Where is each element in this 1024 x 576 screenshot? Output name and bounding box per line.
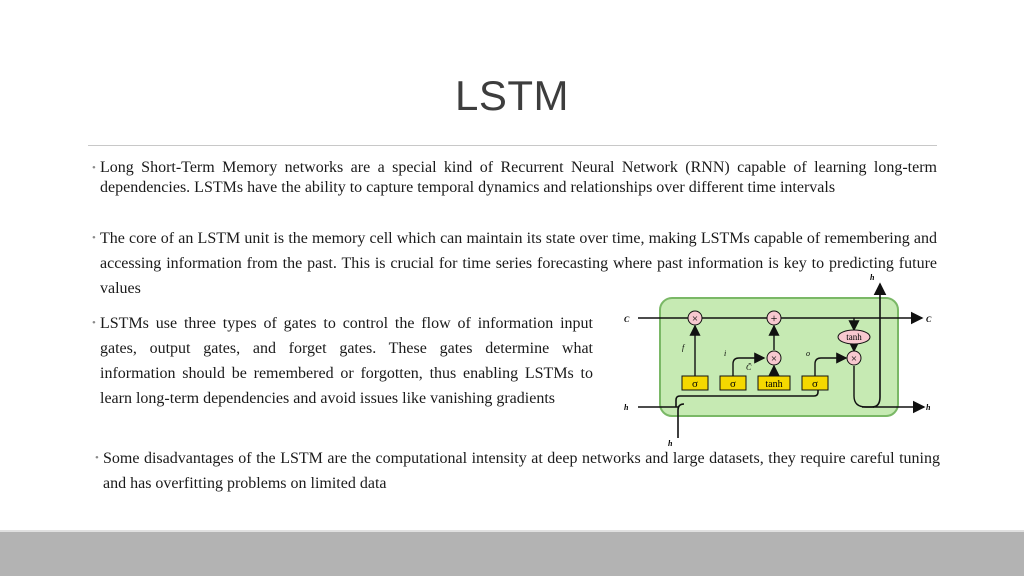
op-output-multiply: [847, 351, 861, 365]
op-add: [767, 311, 781, 325]
bullet-item: [92, 158, 937, 198]
bullet-marker: •: [95, 452, 99, 464]
bullet-text: The core of an LSTM unit is the memory cell which can maintain its state over time, making LSTMs capable of remembering and accessing information from the past. This is crucial for time series forecasting where past information is key to predicting future values: [100, 230, 937, 297]
svg-text:σ: σ: [812, 378, 818, 390]
svg-text:×: ×: [691, 313, 699, 325]
svg-text:×: ×: [850, 353, 858, 365]
label-o: o: [806, 349, 810, 358]
op-forget-multiply: [688, 311, 702, 325]
svg-text:tanh: tanh: [846, 332, 862, 342]
bullet-text: LSTMs use three types of gates to control the flow of information input gates, output gates, and forget gates. These gates determine what information should be remembered or forgotten, thus enabling LSTMs to learn long-term dependencies and avoid issues like vanishing gradients: [100, 315, 593, 407]
label-c-tilde: C̃: [746, 363, 752, 372]
label-c-prev: C: [624, 315, 630, 324]
op-input-multiply: [767, 351, 781, 365]
svg-text:+: +: [770, 311, 778, 325]
gate-candidate: [758, 376, 790, 390]
svg-text:tanh: tanh: [765, 379, 783, 390]
label-x-in: h: [668, 439, 673, 448]
bullet-item: [95, 446, 940, 496]
slide-title: LSTM: [454, 72, 569, 119]
gate-input: [720, 376, 746, 390]
gate-forget: [682, 376, 708, 390]
label-f: f: [682, 343, 685, 352]
label-h-prev: h: [624, 403, 629, 412]
bullet-text: Long Short-Term Memory networks are a special kind of Recurrent Neural Network (RNN) capable of learning long-term dependencies. LSTMs have the ability to capture temporal dynamics and relationships over different time intervals: [100, 159, 937, 196]
bullet-marker: •: [92, 232, 96, 244]
label-h-out: h: [870, 273, 875, 282]
op-tanh: [838, 330, 870, 344]
title-divider: [88, 145, 937, 146]
gate-output: [802, 376, 828, 390]
svg-text:σ: σ: [692, 378, 698, 390]
label-h-next: h: [926, 403, 931, 412]
label-c-next: C: [926, 315, 932, 324]
bullet-text: Some disadvantages of the LSTM are the computational intensity at deep networks and large datasets, they require careful tuning and has overfitting problems on limited data: [103, 450, 940, 492]
bullet-item: [92, 311, 593, 411]
lstm-cell-diagram: [618, 270, 948, 450]
svg-text:×: ×: [770, 353, 778, 365]
footer-band: [0, 532, 1024, 576]
label-i: i: [724, 349, 727, 358]
svg-text:σ: σ: [730, 378, 736, 390]
bullet-marker: •: [92, 317, 96, 329]
bullet-marker: •: [92, 162, 96, 174]
